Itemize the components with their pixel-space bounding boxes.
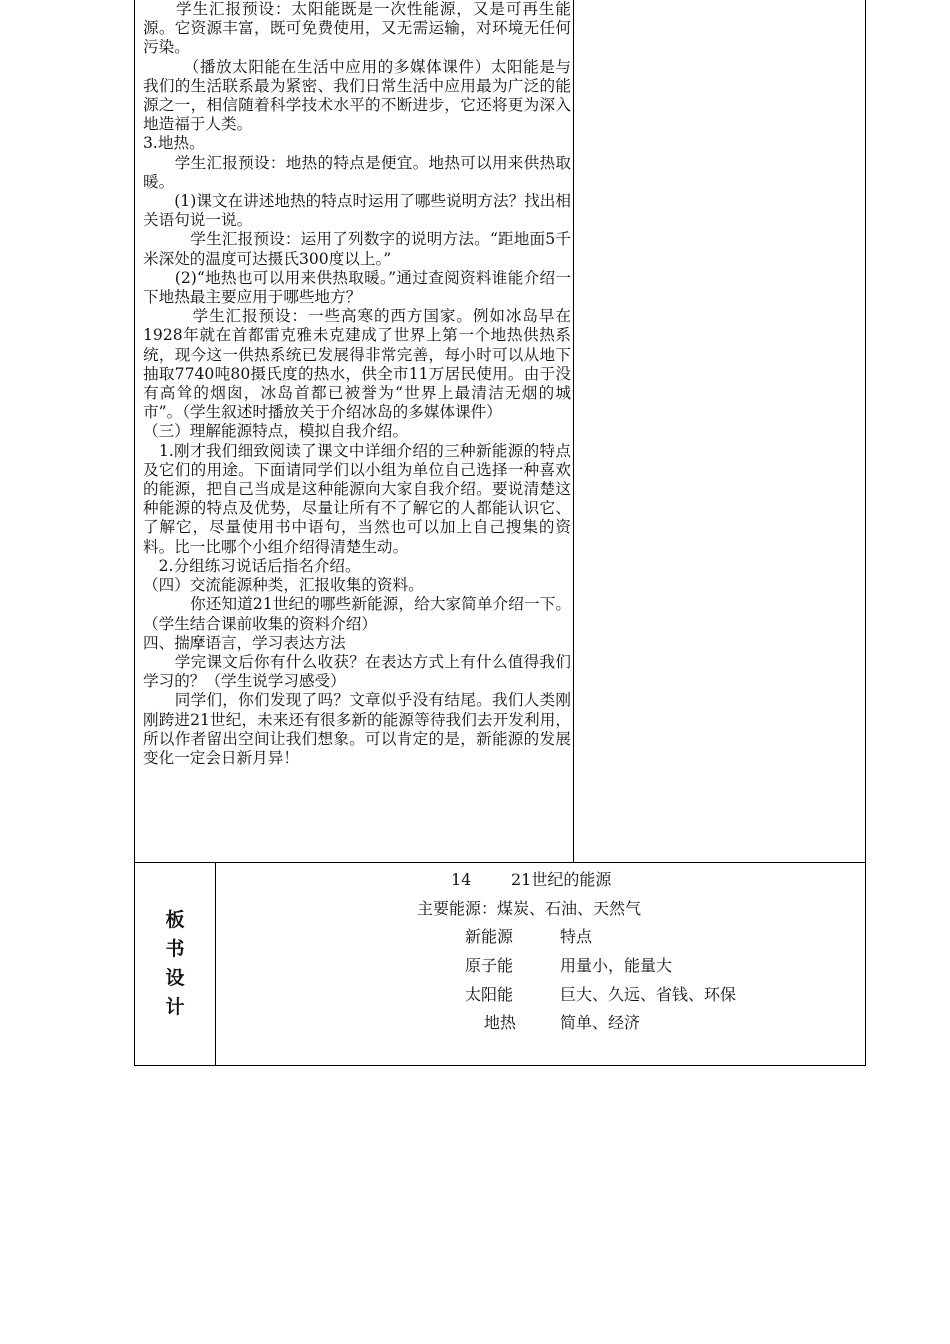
paragraph-question-2: (2)“地热也可以用来供热取暖。”通过查阅资料谁能介绍一下地热最主要应用于哪些地方？	[143, 268, 571, 307]
paragraph-part-4-heading: 四、揣摩语言，学习表达方法	[143, 633, 346, 652]
lesson-process-cell	[134, 0, 866, 863]
header-new-energy: 新能源	[465, 927, 514, 946]
paragraph-conclusion: 同学们，你们发现了吗？文章似乎没有结尾。我们人类刚刚跨进21世纪，未来还有很多新的能源等待我们去开发利用，所以作者留出空间让我们想象。可以肯定的是，新能源的发展变化一定会日新月异！	[143, 691, 571, 767]
paragraph-answer-1: 学生汇报预设：运用了列数字的说明方法。“距地面5千米深处的温度可达摄氏300度以上。”	[143, 230, 571, 268]
energy-feature: 巨大、久远、省钱、环保	[560, 985, 737, 1004]
label-char: 计	[165, 996, 185, 1018]
paragraph-solar-report: 学生汇报预设：太阳能既是一次性能源，又是可再生能源。它资源丰富，既可免费使用，又无需运输，对环境无任何污染。	[143, 0, 571, 57]
label-char: 板	[165, 909, 185, 931]
paragraph-step-2: 2.分组练习说话后指名介绍。	[143, 556, 361, 575]
paragraph-reflection: 学完课文后你有什么收获？在表达方式上有什么值得我们学习的？（学生说学习感受）	[143, 652, 571, 691]
paragraph-geothermal-report: 学生汇报预设：地热的特点是便宜。地热可以用来供热取暖。	[143, 153, 571, 191]
paragraph-section-3: （三）理解能源特点，模拟自我介绍。	[143, 422, 409, 441]
energy-feature: 简单、经济	[560, 1013, 641, 1032]
paragraph-question-1: (1)课文在讲述地热的特点时运用了哪些说明方法？找出相关语句说一说。	[143, 192, 571, 230]
paragraph-solar-media: （播放太阳能在生活中应用的多媒体课件）太阳能是与我们的生活联系最为紧密、我们日常生活中应用最为广泛的能源之一，相信随着科学技术水平的不断进步，它还将更为深入地造福于人类。	[143, 57, 571, 134]
paragraph-geothermal-heading: 3.地热。	[143, 134, 205, 153]
paragraph-step-1: 1.刚才我们细致阅读了课文中详细介绍的三种新能源的特点及它们的用途。下面请同学们以小组为单位自己选择一种喜欢的能源，把自己当成是这种能源向大家自我介绍。要说清楚这种能源的特点及优势，尽量让所有不了解它的人都能认识它、了解它，尽量使用书中语句，当然也可以加上自己搜集的资料。比一比哪个小组介绍得清楚生动。	[143, 441, 571, 556]
energy-name: 太阳能	[465, 985, 514, 1004]
paragraph-answer-2: 学生汇报预设：一些高寒的西方国家。例如冰岛早在1928年就在首都雷克雅未克建成了世界上第一个地热供热系统，现今这一供热系统已发展得非常完善，每小时可以从地下抽取7740吨80摄氏度的热水，供全市11万居民使用。由于没有高耸的烟囱，冰岛首都已被誉为“世界上最清洁无烟的城市”。（学生叙述时播放关于介绍冰岛的多媒体课件）	[143, 307, 571, 422]
header-feature: 特点	[560, 927, 593, 946]
main-energy-sources: 主要能源：煤炭、石油、天然气	[417, 899, 642, 918]
column-divider	[215, 862, 216, 1065]
paragraph-section-4: （四）交流能源种类，汇报收集的资料。	[143, 576, 424, 595]
label-char: 书	[165, 938, 185, 960]
lesson-title: 21世纪的能源	[511, 870, 612, 889]
lesson-text-column	[143, 0, 571, 768]
board-design-row	[134, 862, 866, 1066]
paragraph-new-energy: 你还知道21世纪的哪些新能源，给大家简单介绍一下。（学生结合课前收集的资料介绍）	[143, 595, 571, 633]
column-divider	[573, 0, 574, 862]
board-design-label	[135, 906, 215, 1022]
energy-feature: 用量小，能量大	[560, 956, 673, 975]
energy-name: 原子能	[465, 956, 514, 975]
energy-name: 地热	[484, 1013, 517, 1032]
lesson-number: 14	[451, 870, 472, 889]
label-char: 设	[165, 967, 185, 989]
